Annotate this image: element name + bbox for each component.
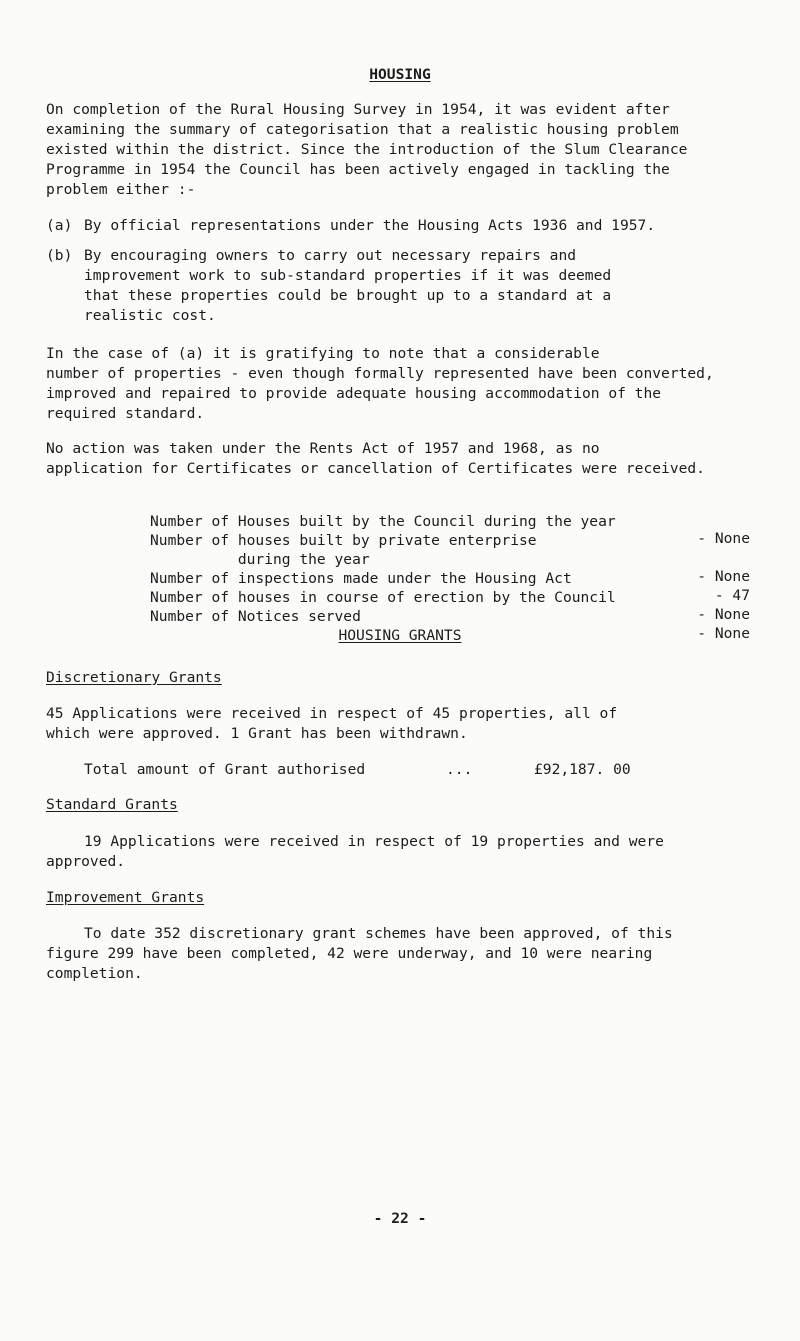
list-item-text: that these properties could be brought up to a standard at a [84,287,612,304]
paragraph-line: 45 Applications were received in respect of 45 properties, all of [46,705,618,722]
paragraph-line: figure 299 have been completed, 42 were underway, and 10 were nearing [46,945,653,962]
stat-value: - None [697,568,750,585]
page-number: - 22 - [373,1210,427,1227]
list-item-text: improvement work to sub-standard properties if it was deemed [84,267,612,284]
stat-value: - None [697,530,750,547]
stat-value: - None [697,625,750,642]
stat-label: Number of Houses built by the Council during the year [150,513,616,530]
paragraph-line: 19 Applications were received in respect of 19 properties and were [84,833,664,850]
paragraph-line: examining the summary of categorisation that a realistic housing problem [46,121,679,138]
total-value: £92,187. 00 [534,761,631,778]
paragraph-line: completion. [46,965,143,982]
list-marker: (a) [46,217,73,234]
stat-label: Number of inspections made under the Housing Act [150,570,572,587]
subheading-standard-grants: Standard Grants [46,796,178,813]
section-heading-housing-grants: HOUSING GRANTS [338,627,462,644]
stat-label: Number of houses in course of erection by the Council [150,589,616,606]
paragraph-line: existed within the district. Since the introduction of the Slum Clearance [46,141,688,158]
paragraph-line: To date 352 discretionary grant schemes have been approved, of this [84,925,673,942]
paragraph-line: which were approved. 1 Grant has been withdrawn. [46,725,468,742]
leader-dots: ... [446,761,473,778]
stat-row [150,591,750,659]
stat-value: - None [697,606,750,623]
page-title: HOUSING [369,66,431,83]
list-item-text: By official representations under the Housing Acts 1936 and 1957. [84,217,656,234]
paragraph-line: application for Certificates or cancellation of Certificates were received. [46,460,705,477]
paragraph-line: problem either :- [46,181,196,198]
stat-value: - 47 [714,587,750,604]
stat-label: Number of houses built by private enterprise [150,532,537,549]
subheading-discretionary-grants: Discretionary Grants [46,669,222,686]
list-item-text: By encouraging owners to carry out necessary repairs and [84,247,577,264]
list-marker: (b) [46,247,73,264]
paragraph-line: On completion of the Rural Housing Survey in 1954, it was evident after [46,101,670,118]
list-item-text: realistic cost. [84,307,216,324]
paragraph-line: No action was taken under the Rents Act of 1957 and 1968, as no [46,440,600,457]
paragraph-line: number of properties - even though formally represented have been converted, [46,365,714,382]
stat-label: Number of Notices served [150,608,361,625]
subheading-improvement-grants: Improvement Grants [46,889,205,906]
paragraph-line: improved and repaired to provide adequate housing accommodation of the [46,385,662,402]
paragraph-line: In the case of (a) it is gratifying to note that a considerable [46,345,600,362]
total-label: Total amount of Grant authorised [84,761,366,778]
paragraph-line: Programme in 1954 the Council has been actively engaged in tackling the [46,161,670,178]
paragraph-line: approved. [46,853,126,870]
stat-label: during the year [150,551,370,568]
paragraph-line: required standard. [46,405,205,422]
